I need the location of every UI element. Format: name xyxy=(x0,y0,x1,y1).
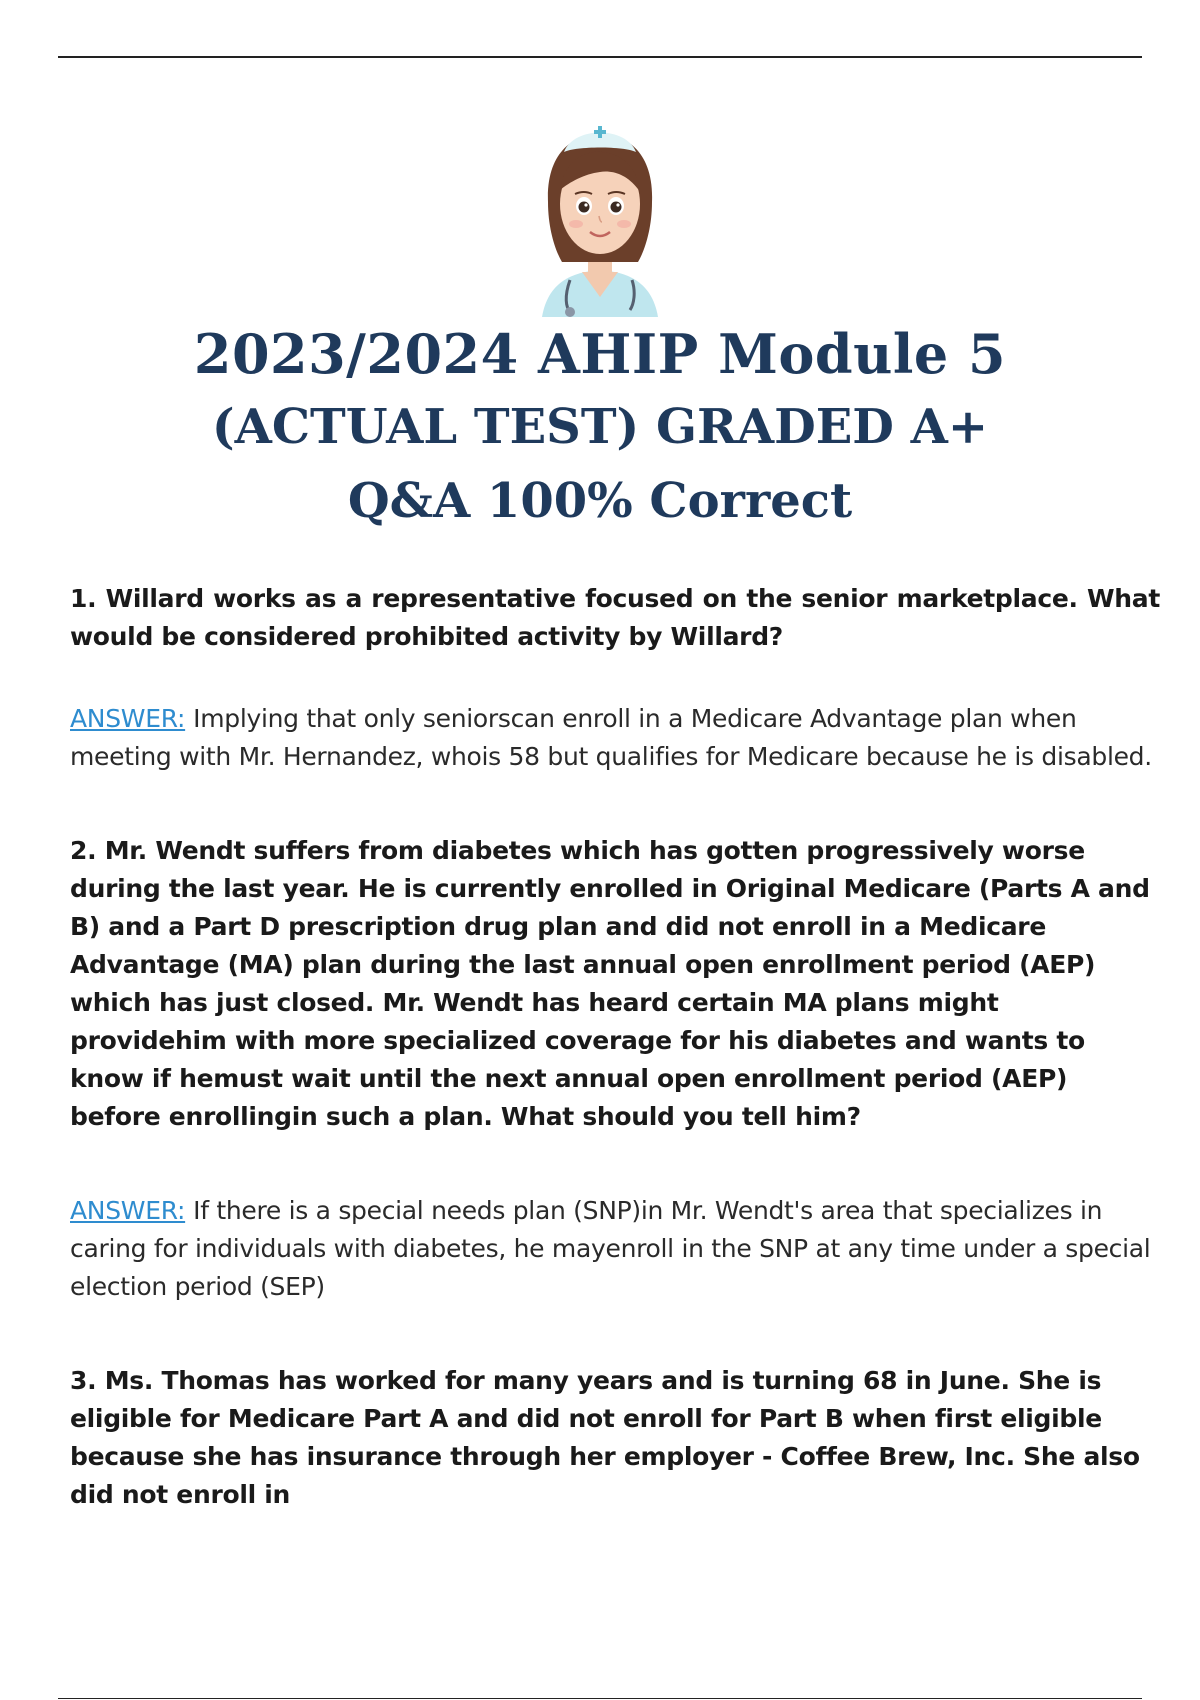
answer-text: If there is a special needs plan (SNP)in Mr. Wendt's area that specializes in caring for individuals with diabetes, he mayenroll in the SNP at any time under a special election period (SEP) xyxy=(70,1196,1151,1301)
question-1: 1. Willard works as a representative focused on the senior marketplace. What would be considered prohibited activity by Willard? xyxy=(70,584,1160,651)
document-title xyxy=(0,318,1200,538)
bottom-rule xyxy=(58,1698,1142,1699)
question-2: 2. Mr. Wendt suffers from diabetes which has gotten progressively worse during the last year. He is currently enrolled in Original Medicare (Parts A and B) and a Part D prescription drug plan and did not enroll in a Medicare Advantage (MA) plan during the last annual open enrollment period (AEP) which has just closed. Mr. Wendt has heard certain MA plans might providehim with more specialized coverage for his diabetes and wants to know if hemust wait until the next annual open enrollment period (AEP) before enrollingin such a plan. What should you tell him? xyxy=(70,836,1150,1131)
question-3: 3. Ms. Thomas has worked for many years and is turning 68 in June. She is eligible for Medicare Part A and did not enroll for Part B when first eligible because she has insurance through her employer - Coffee Brew, Inc. She also did not enroll in xyxy=(70,1366,1140,1509)
nurse-avatar-icon xyxy=(520,112,680,317)
top-rule xyxy=(58,56,1142,58)
answer-text: Implying that only seniorscan enroll in a Medicare Advantage plan when meeting with Mr. Hernandez, whois 58 but qualifies for Medicare because he is disabled. xyxy=(70,704,1152,771)
title-line-2: (ACTUAL TEST) GRADED A+ xyxy=(211,399,989,455)
answer-label: ANSWER: xyxy=(70,704,186,733)
qa-content xyxy=(70,580,1160,1514)
answer-2 xyxy=(70,1192,1160,1306)
title-line-3: Q&A 100% Correct xyxy=(347,473,853,529)
title-line-1: 2023/2024 AHIP Module 5 xyxy=(193,322,1007,386)
answer-1 xyxy=(70,700,1160,776)
answer-label: ANSWER: xyxy=(70,1196,186,1225)
